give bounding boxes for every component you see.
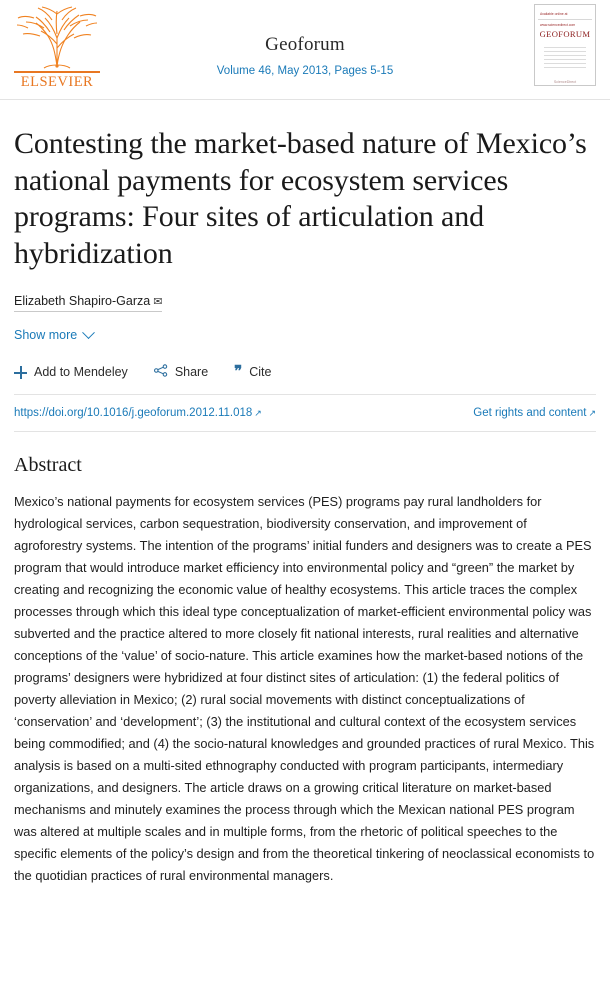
elsevier-wordmark: ELSEVIER (14, 71, 100, 91)
journal-block (14, 8, 596, 77)
external-link-icon: ↗ (588, 408, 596, 419)
quote-icon: ❞ (234, 363, 243, 380)
article-action-bar (14, 364, 596, 395)
author-list (14, 294, 162, 312)
page-header (0, 0, 610, 100)
cover-placeholder-lines (538, 47, 592, 68)
abstract-text: Mexico’s national payments for ecosystem services (PES) programs pay rural landholders for hydrological services, carbon sequestration, biodiversity conservation, and improvement of agroforestry systems. The intention of the programs’ initial funders and designers was to create a PES program that would introduce market efficiency into environmental policy and “green” the market by creating and recognizing the economic value of healthy ecosystems. This article traces the complex processes through which this ideal type conceptualization of market-efficient environmental policy was subverted and the practice altered to more closely fit national interests, rural realities and alternative conceptions of the ‘value’ of socio-nature. This article examines how the market-based notions of the programs’ designers were hybridized at four distinct sites of articulation: (1) the federal politics of poverty alleviation in Mexico; (2) rural social movements with distinct conceptualizations of ‘conservation’ and ‘development’; (3) the institutional and cultural context of the ecosystem services being commodified; and (4) the socio-natural knowledges and grounded practices of rural Mexico. This analysis is based on a multi-sited ethnography conducted with program participants, intermediary organizations, and designers. The article draws on a growing critical literature on market-based mechanisms and minutely examines the process through which the Mexican national PES program was altered at multiple scales and in multiple forms, from the rhetoric of political speeches to the specific elements of the policy’s design and from the theoretical tinkering of neoclassical economists to the quotidian practices of rural environmental managers. (14, 494, 595, 884)
get-rights-and-content-link[interactable] (473, 407, 596, 419)
cover-footer-label: ScienceDirect (553, 80, 577, 84)
chevron-down-icon (82, 326, 95, 339)
show-more-label: Show more (14, 328, 78, 343)
journal-cover-thumbnail[interactable] (534, 4, 596, 86)
doi-link[interactable] (14, 407, 262, 419)
author-name[interactable]: Elizabeth Shapiro-Garza (14, 294, 151, 309)
rights-text: Get rights and content (473, 407, 587, 420)
external-link-icon: ↗ (254, 408, 262, 419)
abstract-heading: Abstract (14, 454, 82, 477)
cover-journal-name: GEOFORUM (539, 29, 591, 39)
plus-icon (14, 366, 27, 379)
doi-text: https://doi.org/10.1016/j.geoforum.2012.11.018 (14, 407, 253, 420)
share-button[interactable] (154, 364, 208, 380)
cite-button[interactable] (234, 365, 271, 380)
share-icon-svg (154, 364, 168, 377)
add-to-mendeley-button[interactable] (14, 365, 128, 379)
envelope-icon[interactable]: ✉ (153, 296, 163, 309)
show-more-toggle[interactable] (14, 328, 93, 342)
elsevier-tree-icon (14, 4, 100, 70)
add-to-mendeley-label: Add to Mendeley (34, 365, 128, 380)
share-icon (154, 364, 168, 380)
journal-issue-line[interactable]: Volume 46, May 2013, Pages 5-15 (216, 65, 394, 77)
cite-label: Cite (249, 365, 272, 380)
share-label: Share (174, 365, 209, 380)
doi-row (14, 395, 596, 432)
page-title: Contesting the market-based nature of Mexico’s national payments for ecosystem services programs: Four sites of articulation and hybridization (14, 127, 587, 270)
cover-top-label: Available online at www.sciencedirect.com (538, 9, 592, 20)
elsevier-logo (14, 4, 100, 90)
journal-title: Geoforum (265, 34, 345, 55)
